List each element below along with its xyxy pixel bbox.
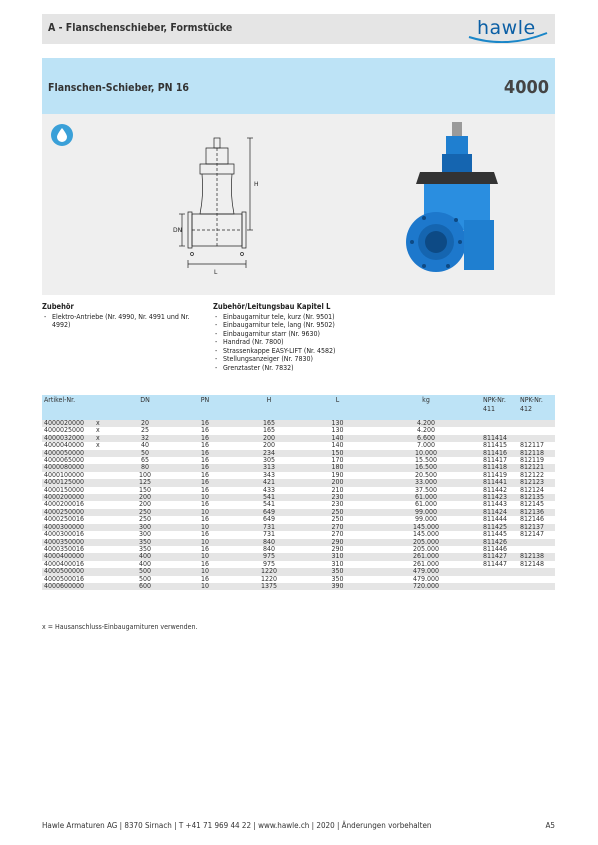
table-cell: 150 (138, 485, 152, 494)
hawle-logo (467, 15, 549, 43)
table-cell: 7.000 (416, 441, 436, 450)
table-cell: 812122 (520, 470, 545, 479)
table-cell: 40 (140, 441, 149, 450)
table-cell: 16 (200, 544, 209, 553)
table-cell: 310 (331, 559, 344, 568)
table-cell: 16 (176, 435, 234, 442)
drawing-label-dn: DN (173, 227, 183, 234)
table-cell: 210 (331, 485, 344, 494)
table-cell: 125 (114, 479, 176, 486)
table-cell: 350 (331, 574, 344, 583)
table-cell (94, 494, 114, 501)
table-cell: 200 (114, 494, 176, 501)
article-table (42, 395, 555, 590)
accessories-left-heading: Zubehör (42, 302, 74, 311)
table-cell: 300 (114, 524, 176, 531)
table-cell: 300 (138, 530, 152, 539)
table-cell (94, 561, 114, 568)
table-cell (94, 539, 114, 546)
table-cell (94, 479, 114, 486)
table-cell: 234 (234, 450, 304, 457)
table-row (42, 501, 555, 508)
table-cell: 180 (304, 464, 371, 471)
table-cell: 812136 (518, 509, 555, 516)
table-cell: 4000300000 (42, 524, 94, 531)
table-cell (94, 487, 114, 494)
product-number: 4000 (503, 77, 549, 98)
table-cell: 4.200 (416, 426, 436, 435)
table-cell: 10 (176, 568, 234, 575)
table-cell: 250 (114, 509, 176, 516)
table-cell (481, 576, 518, 583)
table-cell: 720.000 (371, 583, 481, 590)
table-cell: 32 (114, 435, 176, 442)
table-cell: 4000125000 (42, 479, 94, 486)
accessories-left (42, 303, 192, 330)
table-cell: 812123 (518, 479, 555, 486)
column-header: L (304, 395, 371, 420)
table-cell: 10 (176, 494, 234, 501)
column-header (94, 395, 114, 420)
table-cell: 812138 (518, 553, 555, 560)
table-cell: 200 (234, 435, 304, 442)
table-cell: 812135 (518, 494, 555, 501)
table-cell (94, 583, 114, 590)
table-cell: 15.500 (414, 456, 438, 465)
table-cell (94, 457, 114, 464)
table-cell: 811414 (481, 435, 518, 442)
table-cell: 421 (234, 479, 304, 486)
table-row (42, 420, 555, 427)
table-row (42, 531, 555, 538)
table-cell: 350 (114, 539, 176, 546)
section-title: A - Flanschenschieber, Formstücke (48, 22, 233, 34)
table-cell: 649 (234, 509, 304, 516)
table-cell: 4000500016 (44, 574, 85, 583)
table-row (42, 479, 555, 486)
table-cell: 812117 (520, 441, 545, 450)
accessory-item: - Elektro-Antriebe (Nr. 4990, Nr. 4991 und Nr. 4992) (42, 313, 192, 330)
table-cell: 541 (234, 494, 304, 501)
table-cell: 20 (114, 420, 176, 427)
table-row (42, 509, 555, 516)
table-cell: 1220 (260, 574, 278, 583)
table-cell: 16 (200, 500, 209, 509)
table-cell: 99.000 (371, 509, 481, 516)
table-cell: 811417 (483, 456, 508, 465)
table-cell: 4000600000 (42, 583, 94, 590)
table-cell: 250 (138, 515, 152, 524)
table-row (42, 464, 555, 471)
table-cell: 10 (176, 553, 234, 560)
table-cell: 16 (200, 485, 209, 494)
table-cell: 840 (234, 539, 304, 546)
table-cell: 812121 (518, 464, 555, 471)
table-cell: 10 (176, 583, 234, 590)
table-cell: 812147 (520, 530, 545, 539)
accessory-item: - Einbaugarnitur starr (Nr. 9630) (213, 330, 413, 339)
accessory-item: - Strassenkappe EASY-LIFT (Nr. 4582) (213, 347, 413, 356)
table-cell: 80 (114, 464, 176, 471)
table-cell: 200 (304, 479, 371, 486)
table-cell: 731 (262, 530, 276, 539)
table-cell: 400 (114, 553, 176, 560)
table-row (42, 450, 555, 457)
table-cell: 10 (176, 539, 234, 546)
table-row (42, 516, 555, 523)
table-cell: 479.000 (371, 568, 481, 575)
table-cell: 811423 (481, 494, 518, 501)
section-header (42, 14, 555, 44)
accessory-item: - Stellungsanzeiger (Nr. 7830) (213, 355, 413, 364)
table-cell: 25 (140, 426, 149, 435)
table-cell: 145.000 (412, 530, 440, 539)
table-cell: 130 (331, 426, 344, 435)
table-cell: 145.000 (371, 524, 481, 531)
table-cell (481, 568, 518, 575)
table-cell: 812124 (520, 485, 545, 494)
table-cell: 290 (331, 544, 344, 553)
table-cell: x (94, 420, 114, 427)
table-cell: 16 (200, 515, 209, 524)
table-cell: 811419 (483, 470, 508, 479)
table-cell: 811444 (483, 515, 508, 524)
table-cell: 250 (304, 509, 371, 516)
table-cell: 649 (262, 515, 276, 524)
table-cell: 16 (176, 464, 234, 471)
table-cell: 811415 (483, 441, 508, 450)
table-cell: 975 (234, 553, 304, 560)
table-cell: 4000100000 (44, 470, 85, 479)
table-cell: 4000080000 (42, 464, 94, 471)
table-cell (94, 576, 114, 583)
table-row (42, 435, 555, 442)
table-cell (94, 501, 114, 508)
table-cell: 811426 (481, 539, 518, 546)
table-cell: 4000020000 (42, 420, 94, 427)
table-cell: 61.000 (371, 494, 481, 501)
table-cell (518, 420, 555, 427)
table-cell: 165 (262, 426, 276, 435)
table-cell: 305 (262, 456, 276, 465)
table-cell: 811446 (483, 544, 508, 553)
table-cell (94, 509, 114, 516)
table-cell: 200 (138, 500, 152, 509)
table-cell: 350 (138, 544, 152, 553)
table-cell: 100 (138, 470, 152, 479)
table-cell: 250 (331, 515, 344, 524)
table-cell: 16 (176, 450, 234, 457)
table-cell: 812148 (520, 559, 545, 568)
accessory-item: - Handrad (Nr. 7800) (213, 338, 413, 347)
table-cell: 261.000 (371, 553, 481, 560)
page-number: A5 (545, 821, 555, 830)
table-cell: 1220 (234, 568, 304, 575)
table-cell: 811445 (483, 530, 508, 539)
table-row (42, 427, 555, 434)
table-cell: 811424 (481, 509, 518, 516)
table-cell: 4000400016 (44, 559, 85, 568)
table-cell: 290 (304, 539, 371, 546)
table-cell: 811442 (483, 485, 508, 494)
table-cell (94, 472, 114, 479)
table-cell (94, 450, 114, 457)
accessories-right-heading: Zubehör/Leitungsbau Kapitel L (213, 302, 331, 311)
product-title-bar (42, 58, 555, 114)
table-cell: 400 (138, 559, 152, 568)
table-cell: 16 (200, 426, 209, 435)
column-header: PN (176, 395, 234, 420)
table-row (42, 487, 555, 494)
table-cell: 811443 (483, 500, 508, 509)
table-cell: 20.500 (414, 470, 438, 479)
table-cell: 37.500 (414, 485, 438, 494)
table-cell: 840 (262, 544, 276, 553)
table-cell: 4000250016 (44, 515, 85, 524)
accessory-item: - Grenztaster (Nr. 7832) (213, 364, 413, 373)
drawing-label-l: L (214, 269, 218, 276)
table-cell: 4000350000 (42, 539, 94, 546)
table-cell (518, 427, 555, 434)
table-cell: 313 (234, 464, 304, 471)
table-cell: 16 (200, 470, 209, 479)
table-cell: 230 (304, 494, 371, 501)
table-row (42, 561, 555, 568)
table-cell: 811418 (481, 464, 518, 471)
table-cell (481, 420, 518, 427)
column-header: DN (114, 395, 176, 420)
table-cell: 16 (200, 574, 209, 583)
table-cell: 6.600 (371, 435, 481, 442)
table-row (42, 494, 555, 501)
table-cell (94, 531, 114, 538)
table-cell: 140 (304, 435, 371, 442)
accessory-item: - Einbaugarnitur tele, kurz (Nr. 9501) (213, 313, 413, 322)
table-cell: 16 (200, 530, 209, 539)
table-cell: 310 (304, 553, 371, 560)
table-cell (518, 568, 555, 575)
table-cell: 433 (262, 485, 276, 494)
table-cell: 4000065000 (44, 456, 85, 465)
table-cell: 343 (262, 470, 276, 479)
table-cell: 1375 (234, 583, 304, 590)
table-cell: 10 (176, 509, 234, 516)
table-cell: 479.000 (412, 574, 440, 583)
table-cell: 33.000 (371, 479, 481, 486)
table-cell: x (94, 435, 114, 442)
column-header: H (234, 395, 304, 420)
logo-text: hawle (477, 17, 536, 39)
water-drop-icon (51, 124, 73, 146)
table-row (42, 524, 555, 531)
table-cell (94, 464, 114, 471)
table-cell: 4000300016 (44, 530, 85, 539)
table-cell: 731 (234, 524, 304, 531)
technical-drawing (170, 134, 270, 284)
table-cell (481, 583, 518, 590)
table-cell: 390 (304, 583, 371, 590)
product-image-panel (42, 114, 555, 295)
table-cell: 4000025000 (44, 426, 85, 435)
table-row (42, 546, 555, 553)
table-cell: 4000032000 (42, 435, 94, 442)
table-cell (94, 546, 114, 553)
table-cell: 812145 (520, 500, 545, 509)
table-cell: 130 (304, 420, 371, 427)
table-cell (94, 553, 114, 560)
table-cell: 4000150000 (44, 485, 85, 494)
table-cell: 190 (331, 470, 344, 479)
table-cell: 812118 (518, 450, 555, 457)
table-cell (94, 524, 114, 531)
table-cell: 150 (304, 450, 371, 457)
footer-text: Hawle Armaturen AG | 8370 Sirnach | T +41 71 969 44 22 | www.hawle.ch | 2020 | Änderungen vorbehalten (42, 821, 432, 830)
table-cell (94, 516, 114, 523)
table-cell: 170 (331, 456, 344, 465)
table-cell: 10 (176, 524, 234, 531)
table-cell: 541 (262, 500, 276, 509)
table-cell: 205.000 (412, 544, 440, 553)
column-header: kg (371, 395, 481, 420)
table-cell: 205.000 (371, 539, 481, 546)
table-cell: 4000400000 (42, 553, 94, 560)
table-cell: 4000350016 (44, 544, 85, 553)
gate-valve-photo (402, 120, 512, 290)
table-cell: 500 (114, 568, 176, 575)
product-title: Flanschen-Schieber, PN 16 (48, 82, 189, 94)
table-cell: 600 (114, 583, 176, 590)
table-cell: 261.000 (412, 559, 440, 568)
table-cell: 4.200 (371, 420, 481, 427)
table-cell: 811425 (481, 524, 518, 531)
table-cell (518, 576, 555, 583)
table-cell: 270 (331, 530, 344, 539)
drawing-label-h: H (254, 181, 259, 188)
table-cell: 10.000 (371, 450, 481, 457)
table-cell: 200 (262, 441, 276, 450)
table-row (42, 576, 555, 583)
table-cell: 500 (138, 574, 152, 583)
table-cell: 99.000 (414, 515, 438, 524)
table-row (42, 442, 555, 449)
table-row (42, 583, 555, 590)
table-cell: 65 (140, 456, 149, 465)
accessories-right (213, 303, 413, 372)
table-cell: 16 (176, 420, 234, 427)
table-cell: 165 (234, 420, 304, 427)
table-cell: 812119 (520, 456, 545, 465)
table-cell: 4000200000 (42, 494, 94, 501)
table-cell: 811447 (483, 559, 508, 568)
table-cell: 4000050000 (42, 450, 94, 457)
accessory-item: - Einbaugarnitur tele, lang (Nr. 9502) (213, 321, 413, 330)
page-footer (42, 821, 555, 830)
table-cell: 16 (176, 479, 234, 486)
table-cell: 812146 (520, 515, 545, 524)
table-row (42, 553, 555, 560)
table-cell: 4000040000 (44, 441, 85, 450)
table-cell: 4000250000 (42, 509, 94, 516)
table-cell (94, 568, 114, 575)
table-cell: 4000500000 (42, 568, 94, 575)
table-cell: 812137 (518, 524, 555, 531)
table-cell: x (96, 441, 100, 450)
table-cell: 16.500 (371, 464, 481, 471)
table-cell: 975 (262, 559, 276, 568)
column-header: NPK-Nr. 412 (518, 395, 555, 420)
table-row (42, 539, 555, 546)
table-cell: 4000200016 (44, 500, 85, 509)
table-cell: 61.000 (414, 500, 438, 509)
column-header: Artikel-Nr. (42, 395, 94, 420)
table-cell: 811427 (481, 553, 518, 560)
footnote: x = Hausanschluss-Einbaugarnituren verwenden. (42, 623, 198, 631)
table-row (42, 472, 555, 479)
table-cell: x (96, 426, 100, 435)
table-cell (518, 539, 555, 546)
table-cell: 811416 (481, 450, 518, 457)
table-cell: 350 (304, 568, 371, 575)
table-cell: 140 (331, 441, 344, 450)
table-cell: 50 (114, 450, 176, 457)
table-row (42, 568, 555, 575)
table-row (42, 457, 555, 464)
column-header: NPK-Nr. 411 (481, 395, 518, 420)
table-cell: 16 (200, 441, 209, 450)
table-cell: 230 (331, 500, 344, 509)
table-cell: 16 (200, 456, 209, 465)
table-cell: 811441 (481, 479, 518, 486)
table-cell: 270 (304, 524, 371, 531)
table-cell: 16 (200, 559, 209, 568)
table-cell (518, 583, 555, 590)
